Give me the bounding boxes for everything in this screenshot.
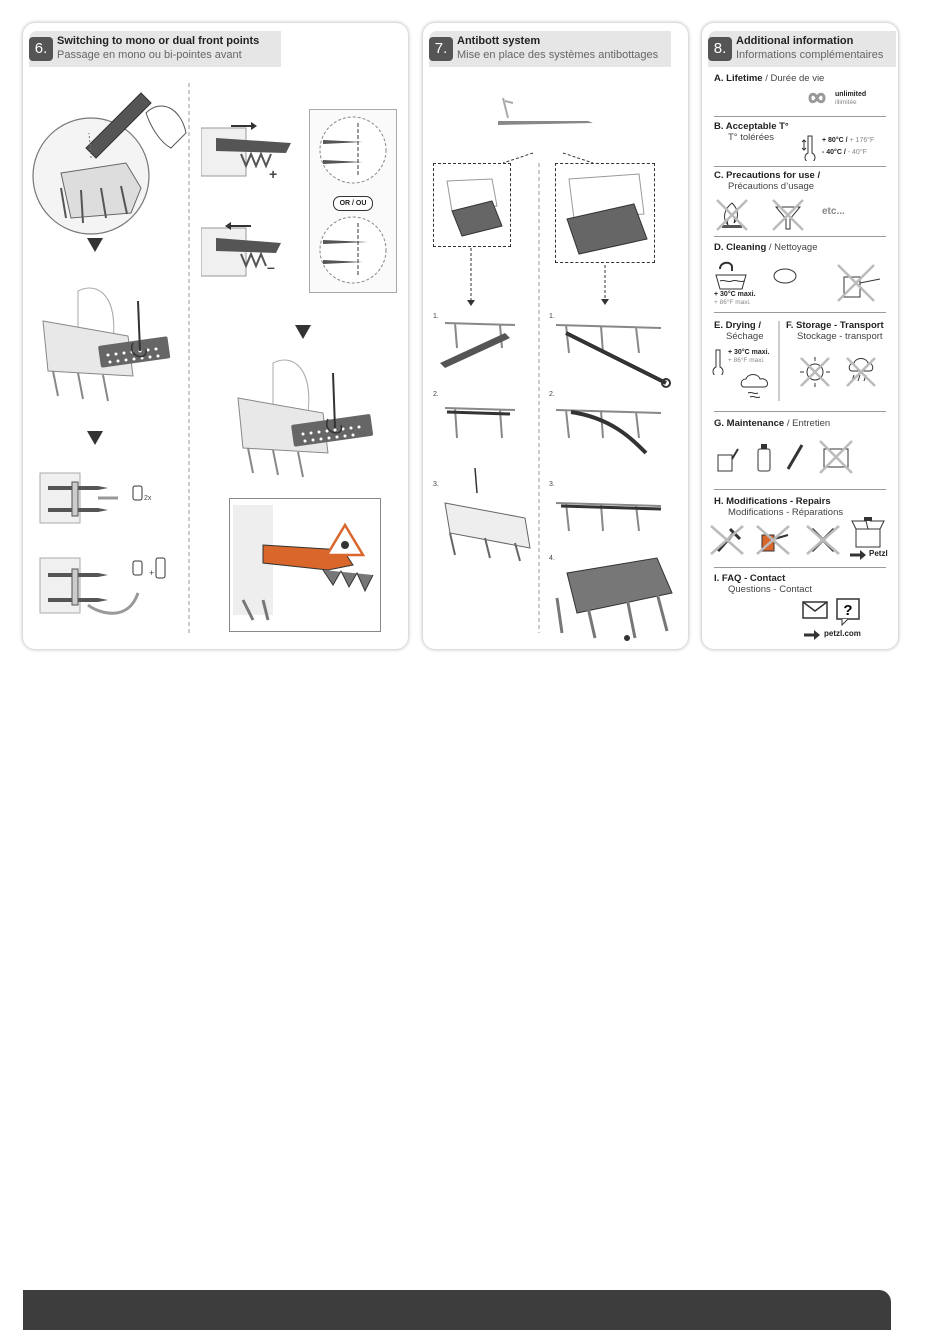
- cleaning-temp-f: + 86°F maxi.: [714, 299, 751, 306]
- section-title-fr: Questions - Contact: [728, 584, 812, 595]
- dual-front-points-illustration: [38, 468, 178, 528]
- section-title: F. Storage - Transport: [786, 320, 884, 331]
- down-arrow-icon: [87, 238, 103, 252]
- step-number-badge: 6.: [29, 37, 53, 61]
- no-fire-icon: [714, 197, 750, 233]
- panel-header: [429, 31, 671, 67]
- or-badge: OR / OU: [333, 196, 373, 211]
- section-title-fr: / Nettoyage: [766, 242, 818, 253]
- hand-wash-icon: [714, 259, 750, 291]
- section-title: H. Modifications - Repairs: [714, 496, 831, 507]
- dashed-arrow-icon: [467, 248, 475, 308]
- section-modifications: [714, 496, 890, 518]
- section-title: A. Lifetime: [714, 73, 763, 84]
- section-maintenance: [714, 418, 890, 429]
- no-sun-icon: [798, 355, 832, 389]
- front-antibott-step-3: [435, 463, 535, 563]
- thermometer-icon: [712, 349, 724, 375]
- section-title: B. Acceptable T°: [714, 121, 789, 132]
- front-point-extended-illustration: [201, 118, 301, 178]
- step-label: 4.: [549, 555, 555, 562]
- no-hammer-icon: [708, 523, 746, 557]
- divider: [714, 312, 886, 313]
- no-chemicals-icon: [770, 197, 806, 233]
- question-icon: [836, 598, 862, 626]
- temp-max-f: + 176°F: [847, 137, 875, 144]
- temp-min-f: - 40°F: [845, 149, 867, 156]
- panel-subtitle: Mise en place des systèmes antibottages: [457, 49, 659, 61]
- section-title: D. Cleaning: [714, 242, 767, 253]
- temperature-max: [822, 137, 874, 144]
- section-drying: [714, 320, 774, 342]
- infinity-icon: [803, 91, 831, 105]
- section-title-fr: / Entretien: [784, 418, 831, 429]
- section-title-fr: T° tolérées: [728, 132, 775, 143]
- section-title: E. Drying /: [714, 320, 761, 331]
- down-arrow-icon: [295, 325, 311, 339]
- down-arrow-icon: [87, 431, 103, 445]
- strap-hook-illustration: [38, 281, 178, 411]
- air-dry-icon: [740, 373, 772, 399]
- panel-switching-front-points: [23, 23, 408, 649]
- etc-label: etc...: [822, 206, 845, 217]
- spacer-count-label: 2x: [144, 495, 152, 502]
- no-rain-icon: [844, 355, 878, 389]
- section-cleaning: [714, 242, 890, 253]
- step-label: 2.: [549, 391, 555, 398]
- panel-header: [29, 31, 281, 67]
- arrow-right-icon: [804, 630, 820, 640]
- temperature-min: [822, 149, 867, 156]
- panel-additional-information: [702, 23, 898, 649]
- drying-temp: + 30°C maxi.: [728, 349, 770, 356]
- warning-illustration: [233, 505, 378, 625]
- no-torch-icon: [754, 523, 792, 557]
- section-precautions: [714, 170, 890, 192]
- divider: [714, 489, 886, 490]
- step-label: 1.: [549, 313, 555, 320]
- column-divider: [778, 321, 780, 401]
- oil-can-icon: [714, 443, 740, 473]
- no-pressure-washer-icon: [834, 263, 884, 303]
- section-title-fr: Stockage - transport: [797, 331, 883, 342]
- mono-front-point-illustration: [38, 553, 178, 618]
- step-label: 1.: [433, 313, 439, 320]
- panel-title: Additional information: [736, 35, 854, 47]
- crampon-overview-illustration: [493, 93, 603, 163]
- section-title-fr: Modifications - Réparations: [728, 507, 844, 518]
- step-label: 3.: [433, 481, 439, 488]
- front-antibott-step-2: [435, 398, 535, 448]
- section-faq-contact: [714, 573, 890, 595]
- section-title: I. FAQ - Contact: [714, 573, 786, 584]
- step-label: 2.: [433, 391, 439, 398]
- lifetime-value: unlimited: [835, 91, 867, 98]
- panel-title: Antibott system: [457, 35, 541, 47]
- panel-title: Switching to mono or dual front points: [57, 35, 260, 47]
- section-title-fr: / Durée de vie: [762, 73, 825, 84]
- antibott-rear-illustration: [559, 169, 651, 257]
- step-number-badge: 8.: [708, 37, 732, 61]
- divider: [714, 116, 886, 117]
- strap-hook-illustration: [233, 353, 383, 483]
- front-point-strap-illustration: [31, 88, 191, 238]
- website-link[interactable]: petzl.com: [824, 629, 861, 638]
- brand-label: Petzl: [869, 549, 888, 558]
- no-grinder-icon: [816, 439, 856, 475]
- divider: [714, 236, 886, 237]
- panel-subtitle: Informations complémentaires: [736, 49, 884, 61]
- panel-header: [708, 31, 896, 67]
- step-label: 3.: [549, 481, 555, 488]
- antibott-front-illustration: [437, 171, 507, 241]
- section-storage: [786, 320, 896, 342]
- section-title: C. Precautions for use /: [714, 170, 821, 181]
- section-lifetime: [714, 73, 890, 84]
- temp-min-c: - 40°C /: [822, 149, 846, 156]
- divider: [714, 567, 886, 568]
- temp-max-c: + 80°C /: [822, 137, 848, 144]
- rear-antibott-step-2: [551, 398, 676, 468]
- rear-antibott-step-1: [551, 313, 676, 393]
- extend-plus-label: +: [269, 166, 278, 182]
- step-number-badge: 7.: [429, 37, 453, 61]
- envelope-icon: [802, 600, 828, 620]
- section-title-fr: Précautions d’usage: [728, 181, 815, 192]
- panel-antibott-system: [423, 23, 688, 649]
- rear-antibott-step-3: [551, 491, 676, 541]
- file-tool-icon: [782, 443, 808, 473]
- spray-can-icon: [754, 441, 774, 473]
- section-title-fr: Séchage: [726, 331, 764, 342]
- plus-label: +: [149, 568, 155, 578]
- no-tools-icon: [804, 523, 842, 557]
- section-title: G. Maintenance: [714, 418, 785, 429]
- cleaning-temp: + 30°C maxi.: [714, 291, 756, 298]
- lifetime-value-fr: illimitée: [835, 99, 857, 106]
- column-divider: [537, 163, 541, 633]
- panel-subtitle: Passage en mono ou bi-pointes avant: [57, 49, 242, 61]
- footer-bar: [23, 1290, 891, 1330]
- retract-minus-label: –: [267, 259, 275, 275]
- thermometer-icon: [802, 135, 818, 161]
- return-box-icon: [850, 517, 886, 549]
- arrow-right-icon: [850, 550, 866, 560]
- divider: [714, 411, 886, 412]
- front-antibott-step-1: [435, 313, 535, 373]
- divider: [714, 166, 886, 167]
- front-point-retracted-illustration: [201, 218, 301, 278]
- brush-icon: [772, 267, 798, 285]
- drying-temp-f: + 86°F maxi.: [728, 357, 765, 364]
- dashed-arrow-icon: [601, 265, 609, 307]
- svg-text:?: ?: [843, 602, 853, 619]
- rear-antibott-step-4: [547, 553, 682, 645]
